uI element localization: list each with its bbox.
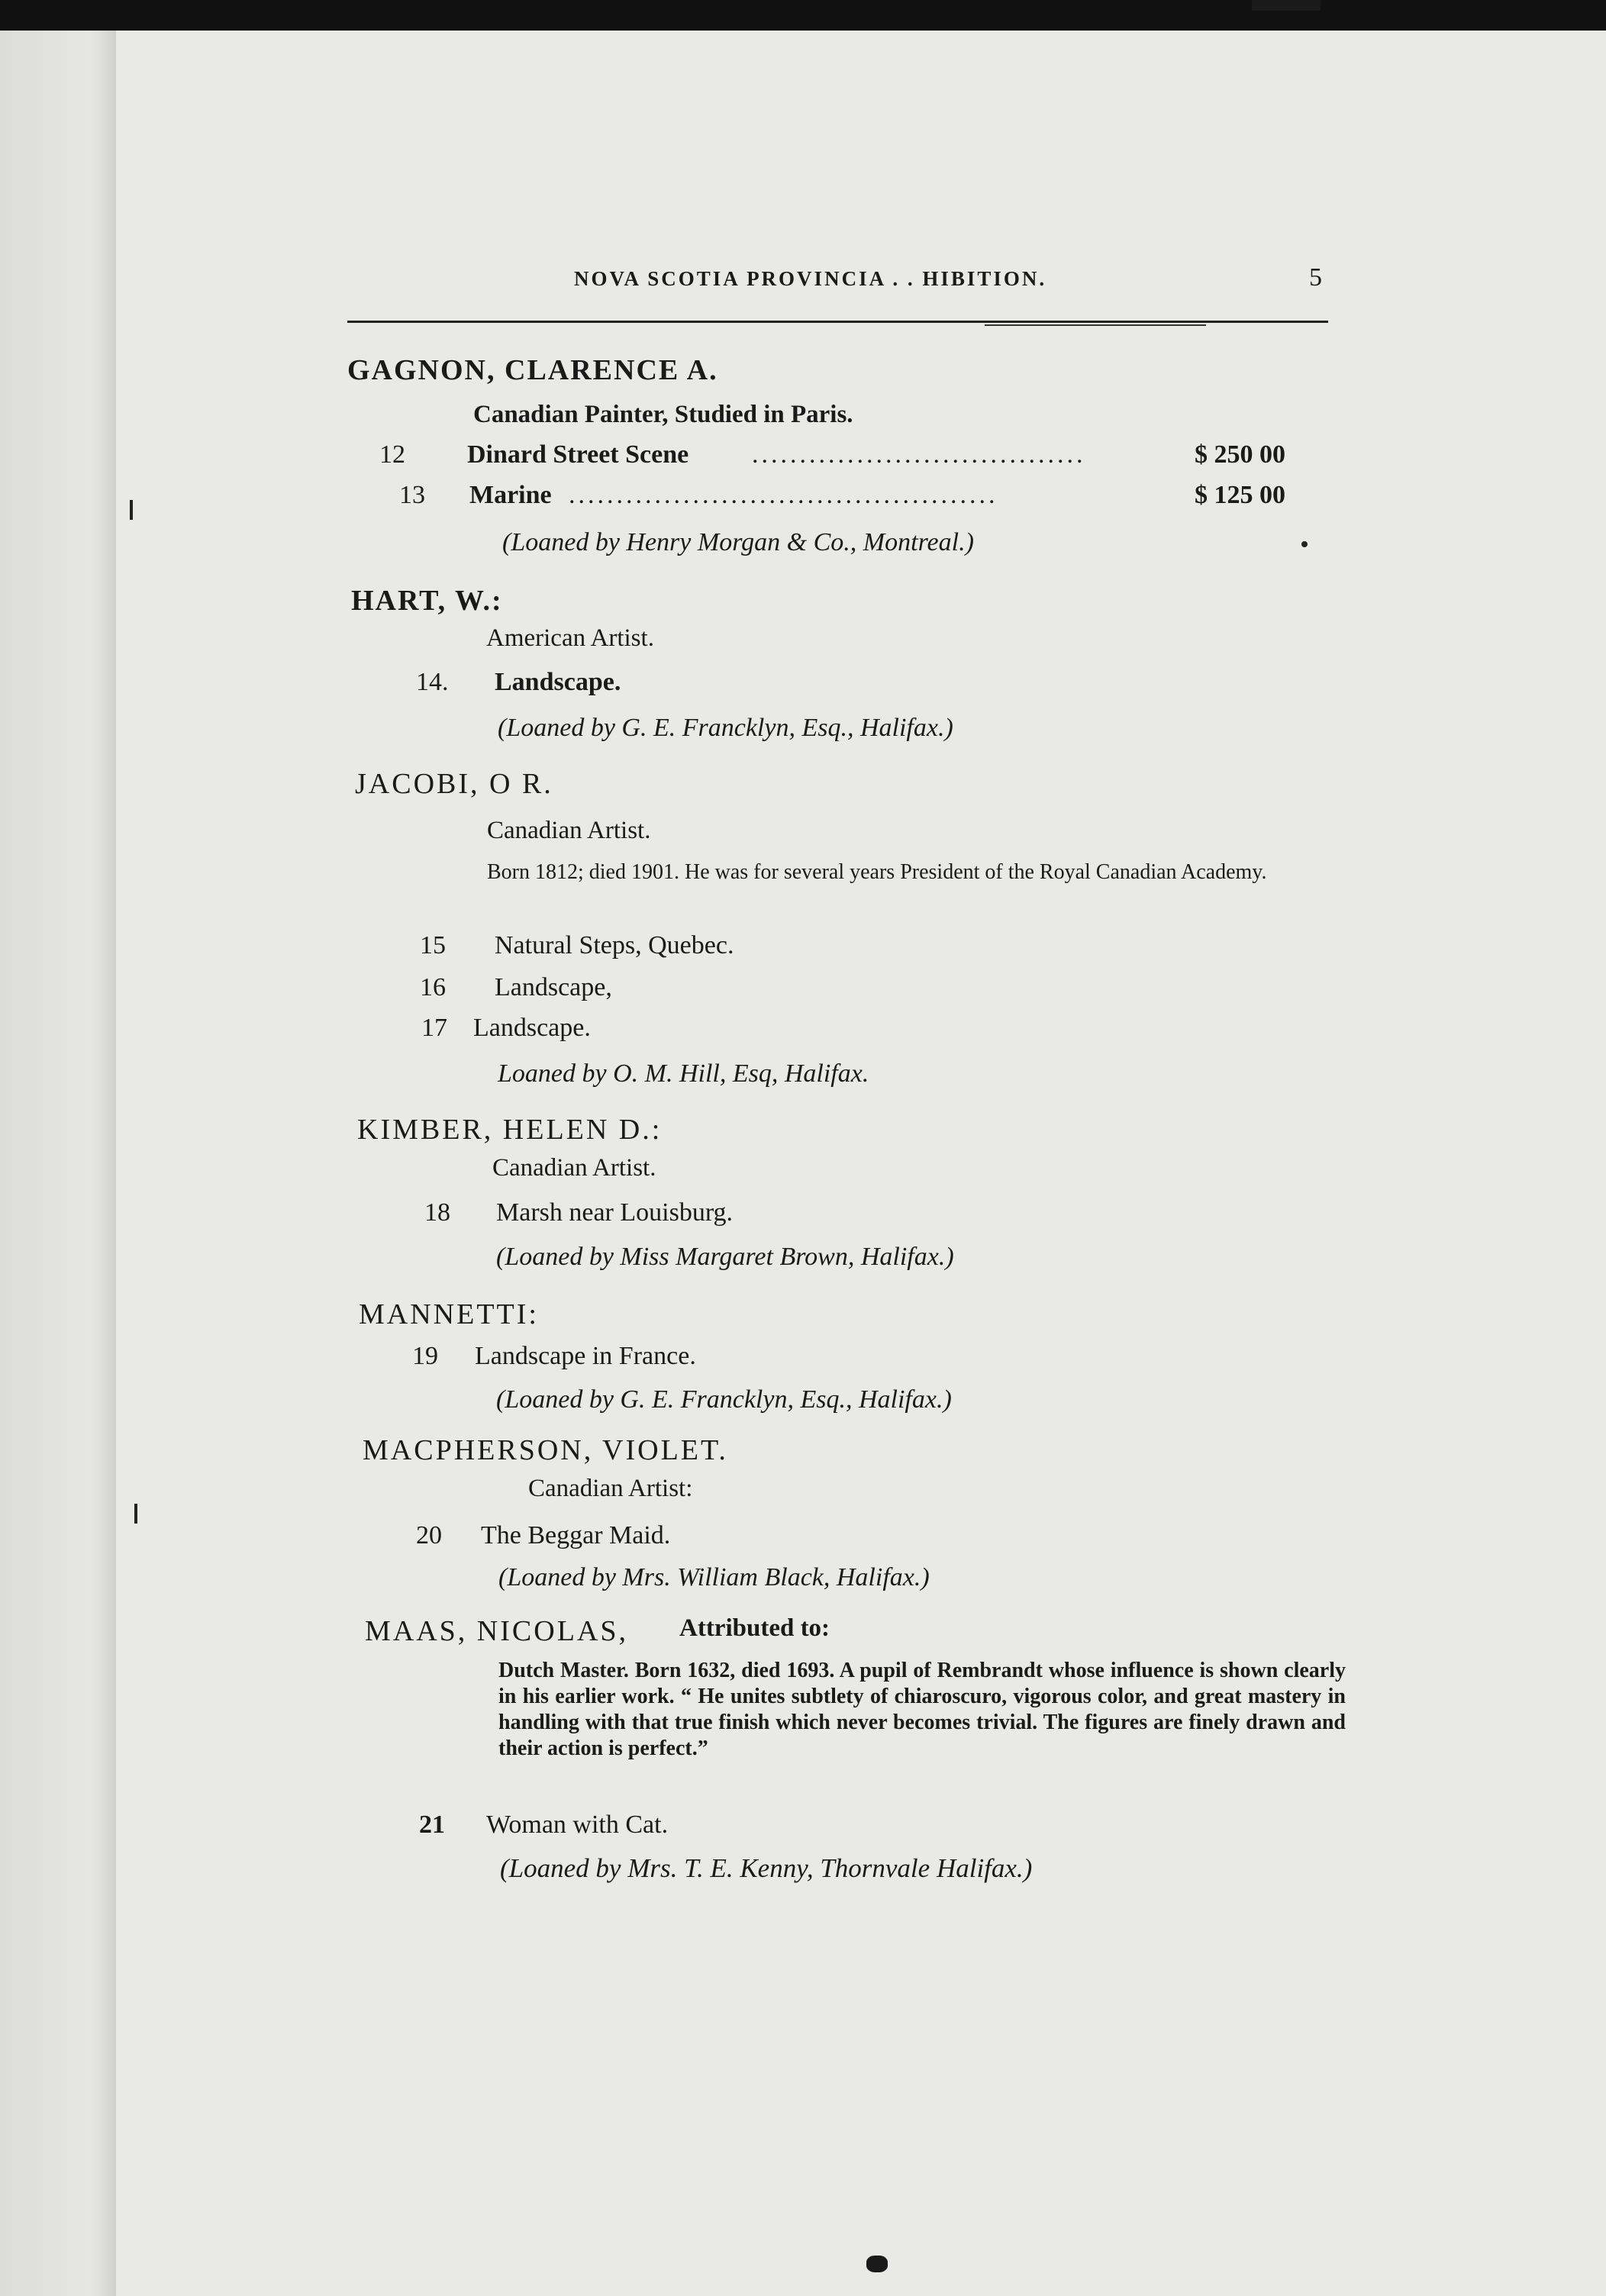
header-rule bbox=[347, 321, 1328, 323]
catalogue-number: 18 bbox=[424, 1198, 450, 1227]
work-title: Landscape. bbox=[473, 1014, 591, 1042]
artist-name: KIMBER, HELEN D.: bbox=[357, 1114, 663, 1146]
loan-note: (Loaned by Mrs. William Black, Halifax.) bbox=[498, 1563, 930, 1591]
artist-description: Canadian Artist. bbox=[492, 1154, 656, 1182]
catalogue-number: 21 bbox=[419, 1811, 445, 1839]
catalogue-number: 20 bbox=[416, 1521, 442, 1549]
price: $ 125 00 bbox=[1195, 481, 1285, 509]
work-title: Natural Steps, Quebec. bbox=[495, 931, 734, 959]
artist-description: American Artist. bbox=[486, 624, 654, 652]
catalogue-number: 14. bbox=[416, 668, 449, 696]
running-head: NOVA SCOTIA PROVINCIA . . HIBITION. bbox=[574, 267, 1047, 290]
artist-biography: Born 1812; died 1901. He was for several years President of the Royal Canadian Academy. bbox=[487, 860, 1267, 884]
artist-biography: Dutch Master. Born 1632, died 1693. A pupil of Rembrandt whose influence is shown clearly in his earlier work. “ He unites subtlety of chiaroscuro, vigorous color, and great mastery in handling with that true finish which never becomes trivial. The figures are finely drawn and their action is perfect.” bbox=[498, 1659, 1346, 1760]
loan-note: (Loaned by Miss Margaret Brown, Halifax.) bbox=[496, 1243, 954, 1271]
work-title: Landscape. bbox=[495, 668, 621, 696]
artist-description: Canadian Artist: bbox=[528, 1475, 693, 1502]
scan-mark bbox=[1252, 0, 1321, 11]
catalogue-number: 13 bbox=[399, 481, 425, 509]
page bbox=[116, 31, 1606, 2296]
loan-note: (Loaned by Mrs. T. E. Kenny, Thornvale Halifax.) bbox=[500, 1853, 1033, 1883]
header-rule bbox=[985, 324, 1206, 326]
work-title: Landscape in France. bbox=[475, 1342, 696, 1370]
artist-name: MANNETTI: bbox=[359, 1298, 539, 1330]
leader-dots: ................................... bbox=[752, 440, 1086, 469]
artist-description: Canadian Artist. bbox=[487, 817, 651, 844]
artist-name: HART, W.: bbox=[351, 585, 503, 617]
artist-name: MAAS, NICOLAS, bbox=[365, 1615, 628, 1647]
work-title: Marsh near Louisburg. bbox=[496, 1198, 734, 1227]
stray-dot bbox=[1301, 541, 1308, 547]
catalogue-number: 12 bbox=[379, 440, 405, 469]
page-number: 5 bbox=[1309, 263, 1322, 292]
scan-mark bbox=[866, 2256, 888, 2272]
work-title: Marine bbox=[469, 481, 552, 509]
artist-name: JACOBI, O R. bbox=[355, 768, 553, 800]
work-title: Dinard Street Scene bbox=[467, 440, 689, 469]
loan-note: (Loaned by Henry Morgan & Co., Montreal.) bbox=[502, 528, 974, 556]
margin-mark bbox=[134, 1504, 137, 1524]
facing-page-edge bbox=[0, 31, 118, 2296]
catalogue-number: 16 bbox=[420, 973, 446, 1001]
attribution-note: Attributed to: bbox=[679, 1614, 830, 1642]
work-title: Woman with Cat. bbox=[486, 1811, 669, 1839]
catalogue-number: 19 bbox=[412, 1342, 438, 1370]
work-title: Landscape, bbox=[495, 973, 612, 1001]
loan-note: (Loaned by G. E. Francklyn, Esq., Halifax.) bbox=[498, 714, 953, 742]
leader-dots: ............................................. bbox=[569, 481, 998, 509]
loan-note: (Loaned by G. E. Francklyn, Esq., Halifax.) bbox=[496, 1385, 952, 1414]
artist-name: MACPHERSON, VIOLET. bbox=[363, 1434, 728, 1466]
loan-note: Loaned by O. M. Hill, Esq, Halifax. bbox=[498, 1059, 869, 1088]
artist-name: GAGNON, CLARENCE A. bbox=[347, 354, 718, 386]
price: $ 250 00 bbox=[1195, 440, 1285, 469]
margin-mark bbox=[130, 500, 133, 520]
work-title: The Beggar Maid. bbox=[481, 1521, 671, 1549]
artist-description: Canadian Painter, Studied in Paris. bbox=[473, 401, 853, 428]
catalogue-number: 15 bbox=[420, 931, 446, 959]
catalogue-number: 17 bbox=[421, 1014, 447, 1042]
